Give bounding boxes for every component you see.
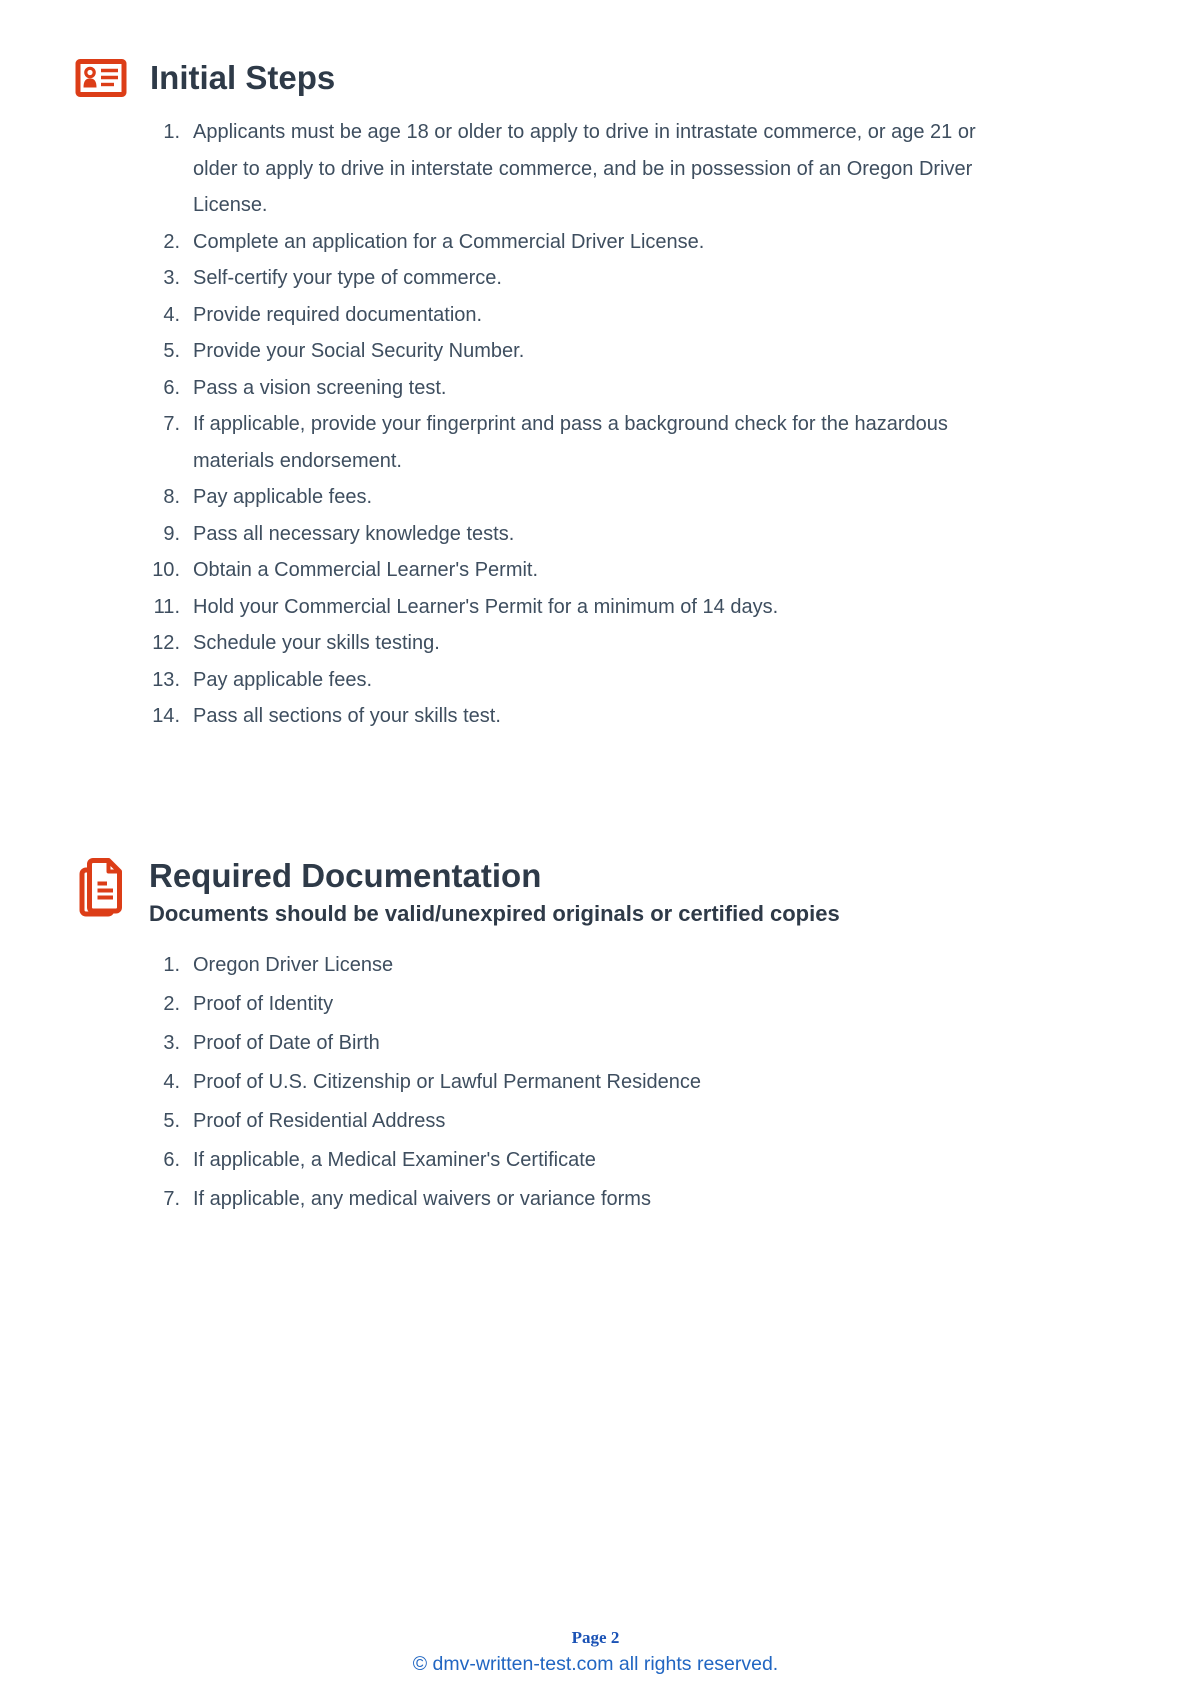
list-item: Schedule your skills testing. xyxy=(193,632,440,654)
list-item: Pass a vision screening test. xyxy=(193,376,447,399)
stacked-documents-icon xyxy=(75,857,127,917)
list-item: If applicable, provide your fingerprint and pass a background check for the hazardous materials endorsement. xyxy=(193,413,948,472)
list-item: If applicable, a Medical Examiner's Certificate xyxy=(193,1148,596,1171)
list-item: Proof of Date of Birth xyxy=(193,1031,380,1054)
list-item: Hold your Commercial Learner's Permit for a minimum of 14 days. xyxy=(193,595,779,618)
page-footer xyxy=(0,1628,1191,1676)
section-header xyxy=(75,857,1191,928)
initial-steps-list xyxy=(140,114,988,735)
list-item: Oregon Driver License xyxy=(193,953,394,976)
list-item: Pass all necessary knowledge tests. xyxy=(193,522,515,545)
id-card-icon xyxy=(75,58,127,98)
list-item: Provide required documentation. xyxy=(193,303,483,326)
list-item: If applicable, any medical waivers or variance forms xyxy=(193,1187,651,1210)
list-item: Pay applicable fees. xyxy=(193,486,373,508)
list-item: Proof of Residential Address xyxy=(193,1109,446,1132)
list-item: Pass all sections of your skills test. xyxy=(193,705,501,727)
copyright-text: © dmv-written-test.com all rights reserved. xyxy=(412,1653,779,1675)
list-item: Provide your Social Security Number. xyxy=(193,340,525,362)
section-header xyxy=(75,58,1191,98)
section-required-documentation xyxy=(0,857,1191,1219)
list-item: Pay applicable fees. xyxy=(193,668,373,691)
section-title: Required Documentation xyxy=(149,856,542,894)
list-item: Proof of U.S. Citizenship or Lawful Permanent Residence xyxy=(193,1070,702,1093)
list-item: Obtain a Commercial Learner's Permit. xyxy=(193,559,539,581)
section-subtitle: Documents should be valid/unexpired originals or certified copies xyxy=(149,901,840,927)
list-item: Self-certify your type of commerce. xyxy=(193,267,502,289)
list-item: Complete an application for a Commercial Driver License. xyxy=(193,230,705,253)
section-title-block xyxy=(149,857,840,928)
section-title: Initial Steps xyxy=(150,59,336,97)
page-number: Page 2 xyxy=(571,1628,620,1647)
list-item: Applicants must be age 18 or older to apply to drive in intrastate commerce, or age 21 or older to apply to drive in interstate commerce, and be in possession of an Oregon Driver License. xyxy=(193,121,976,216)
required-documentation-list xyxy=(140,946,988,1219)
section-initial-steps xyxy=(0,0,1191,735)
list-item: Proof of Identity xyxy=(193,992,334,1015)
